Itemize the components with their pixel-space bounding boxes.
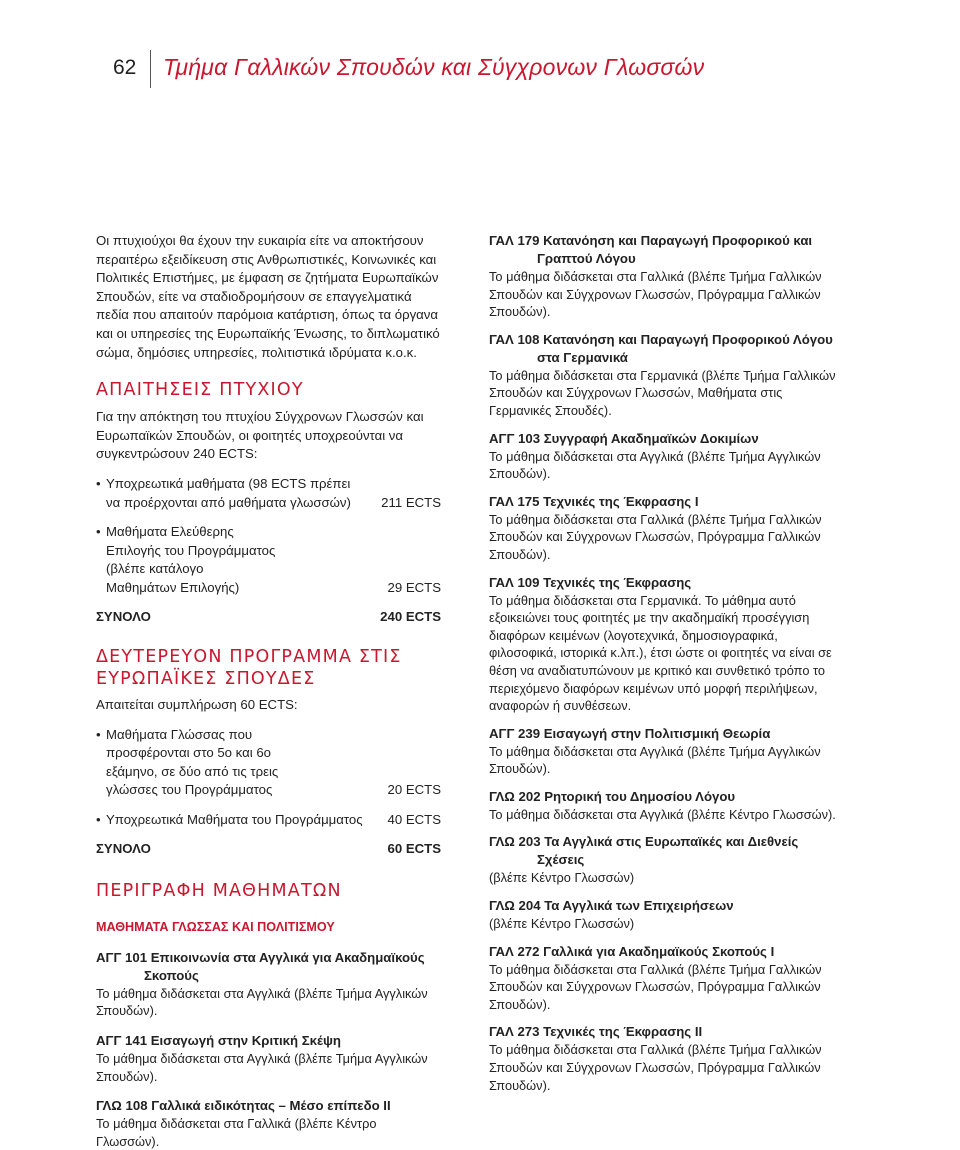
course-title: ΑΓΓ 141 Εισαγωγή στην Κριτική Σκέψη bbox=[96, 1033, 341, 1049]
course-title bbox=[489, 232, 839, 268]
degree-item-value: 29 ECTS bbox=[387, 579, 441, 595]
course-title-line2: Γραπτού Λόγου bbox=[537, 251, 636, 266]
page-title: Τμήμα Γαλλικών Σπουδών και Σύγχρονων Γλωσσών bbox=[163, 54, 705, 80]
course-description: Το μάθημα διδάσκεται στα Αγγλικά (βλέπε Τμήμα Αγγλικών Σπουδών). bbox=[489, 448, 821, 482]
course-entry bbox=[489, 574, 839, 715]
course-entry bbox=[489, 943, 839, 1014]
course-description: Το μάθημα διδάσκεται στα Γαλλικά (βλέπε Τμήμα Γαλλικών Σπουδών και Σύγχρονων Γλωσσών, Πρόγραμμα Γαλλικών Σπουδών). bbox=[489, 1042, 822, 1093]
degree-total bbox=[96, 608, 441, 627]
course-title-line2: στα Γερμανικά bbox=[537, 349, 628, 365]
course-title-line1: ΑΓΓ 101 Επικοινωνία στα Αγγλικά για Ακαδημαϊκούς bbox=[96, 949, 425, 965]
course-entry bbox=[96, 1032, 441, 1085]
course-entry bbox=[489, 493, 839, 564]
degree-requirements-heading: ΑΠΑΙΤΗΣΕΙΣ ΠΤΥΧΙΟΥ bbox=[96, 380, 304, 401]
course-description: Το μάθημα διδάσκεται στα Αγγλικά (βλέπε Τμήμα Αγγλικών Σπουδών). bbox=[96, 1051, 428, 1084]
course-description: (βλέπε Κέντρο Γλωσσών) bbox=[489, 870, 635, 886]
course-description: Το μάθημα διδάσκεται στα Αγγλικά (βλέπε Τμήμα Αγγλικών Σπουδών). bbox=[489, 743, 821, 777]
course-title bbox=[489, 833, 839, 869]
course-title bbox=[96, 949, 441, 985]
minor-item-label: Μαθήματα Γλώσσας που προσφέρονται στο 5ο και 6ο εξάμηνο, σε δύο από τις τρεις γλώσσες του Προγράμματος bbox=[106, 726, 279, 798]
course-description: Το μάθημα διδάσκεται στα Γαλλικά (βλέπε Τμήμα Γαλλικών Σπουδών και Σύγχρονων Γλωσσών, Πρόγραμμα Γαλλικών Σπουδών). bbox=[489, 511, 822, 562]
course-title: ΓΛΩ 202 Ρητορική του Δημοσίου Λόγου bbox=[489, 788, 736, 804]
degree-item: • Μαθήματα Ελεύθερης Επιλογής του Προγράμματος (βλέπε κατάλογο Μαθημάτων Επιλογής) 29 ECTS bbox=[96, 523, 441, 597]
degree-item-label: Υποχρεωτικά μαθήματα (98 ECTS πρέπει να προέρχονται από μαθήματα γλωσσών) bbox=[106, 475, 351, 510]
course-description: Το μάθημα διδάσκεται στα Γαλλικά (βλέπε Τμήμα Γαλλικών Σπουδών και Σύγχρονων Γλωσσών, Πρόγραμμα Γαλλικών Σπουδών). bbox=[489, 269, 822, 320]
minor-heading-line2: ΕΥΡΩΠΑΪΚΕΣ ΣΠΟΥΔΕΣ bbox=[96, 669, 316, 690]
course-title-line1: ΓΑΛ 179 Κατανόηση και Παραγωγή Προφορικού και bbox=[489, 233, 813, 248]
degree-total-value: 240 ECTS bbox=[380, 608, 441, 624]
degree-item-value: 211 ECTS bbox=[381, 494, 441, 510]
course-entry bbox=[489, 897, 839, 933]
page-header bbox=[0, 0, 960, 188]
right-column bbox=[489, 232, 839, 1094]
course-description: Το μάθημα διδάσκεται στα Γαλλικά (βλέπε Κέντρο Γλωσσών). bbox=[96, 1116, 377, 1149]
degree-item-label: Μαθήματα Ελεύθερης Επιλογής του Προγράμματος (βλέπε κατάλογο Μαθημάτων Επιλογής) bbox=[106, 524, 276, 595]
minor-total bbox=[96, 840, 441, 859]
course-description: Το μάθημα διδάσκεται στα Γερμανικά (βλέπε Τμήμα Γαλλικών Σπουδών και Σύγχρονων Γλωσσών, Μαθήματα στις Γερμανικές Σπουδές). bbox=[489, 367, 836, 418]
course-title: ΓΑΛ 109 Τεχνικές της Έκφρασης bbox=[489, 574, 692, 590]
minor-item-value: 20 ECTS bbox=[387, 782, 441, 798]
degree-total-label: ΣΥΝΟΛΟ bbox=[96, 608, 151, 624]
course-entry bbox=[489, 725, 839, 778]
minor-text: Απαιτείται συμπλήρωση 60 ECTS: bbox=[96, 697, 298, 713]
intro-paragraph: Οι πτυχιούχοι θα έχουν την ευκαιρία είτε να αποκτήσουν περαιτέρω εξειδίκευση στις Ανθρωπιστικές, Κοινωνικές και Πολιτικές Επιστήμες, με έμφαση σε ζητήματα Ευρωπαϊκών Σπουδών, είτε να σταδιοδρομήσουν σε επαγγελματικά πεδία που απαιτούν παρόμοια κατάρτιση, όπως τα όργανα και οι υπηρεσίες της Ευρωπαϊκής Ένωσης, το διπλωματικό σώμα, δημόσιες υπηρεσίες, πολιτιστικά ιδρύματα κ.ο.κ. bbox=[96, 233, 440, 360]
degree-item: • Υποχρεωτικά μαθήματα (98 ECTS πρέπει να προέρχονται από μαθήματα γλωσσών) 211 ECTS bbox=[96, 475, 441, 512]
course-entry bbox=[489, 1023, 839, 1094]
minor-total-label: ΣΥΝΟΛΟ bbox=[96, 840, 151, 856]
minor-heading-line1: ΔΕΥΤΕΡΕΥΟΝ ΠΡΟΓΡΑΜΜΑ ΣΤΙΣ bbox=[96, 647, 402, 668]
course-title: ΓΑΛ 272 Γαλλικά για Ακαδημαϊκούς Σκοπούς Ι bbox=[489, 943, 775, 959]
course-title: ΑΓΓ 239 Εισαγωγή στην Πολιτισμική Θεωρία bbox=[489, 725, 771, 741]
course-title-line1: ΓΛΩ 203 Τα Αγγλικά στις Ευρωπαϊκές και Διεθνείς bbox=[489, 834, 799, 850]
page-number: 62 bbox=[113, 56, 137, 79]
minor-total-value: 60 ECTS bbox=[387, 840, 441, 856]
minor-item: • Μαθήματα Γλώσσας που προσφέρονται στο 5ο και 6ο εξάμηνο, σε δύο από τις τρεις γλώσσες του Προγράμματος 20 ECTS bbox=[96, 726, 441, 800]
course-description: (βλέπε Κέντρο Γλωσσών) bbox=[489, 916, 635, 932]
course-entry bbox=[96, 949, 441, 1020]
course-description: Το μάθημα διδάσκεται στα Γερμανικά. Το μάθημα αυτό εξοικειώνει τους φοιτητές με την ακαδημαϊκή προσέγγιση διαφόρων κειμένων (λογοτεχνικά, δημοσιογραφικά, φιλοσοφικά, ιστορικά κ.λπ.), έτσι ώστε οι φοιτητές να είναι σε θέση να αναδιατυπώνουν με κριτικό και συνθετικό τρόπο το περιεχόμενο διαφόρων κειμένων υπό μορφή περιλήψεων, αναφορών ή συνθέσεων. bbox=[489, 592, 832, 714]
course-entry bbox=[96, 1097, 441, 1150]
course-title: ΓΑΛ 175 Τεχνικές της Έκφρασης Ι bbox=[489, 493, 699, 509]
course-title-line2: Σχέσεις bbox=[537, 852, 585, 868]
course-title bbox=[489, 331, 839, 367]
course-descriptions-heading: ΠΕΡΙΓΡΑΦΗ ΜΑΘΗΜΑΤΩΝ bbox=[96, 881, 342, 902]
course-title-line1: ΓΑΛ 108 Κατανόηση και Παραγωγή Προφορικού Λόγου bbox=[489, 331, 833, 347]
minor-item-label: Υποχρεωτικά Μαθήματα του Προγράμματος bbox=[106, 812, 363, 828]
course-description: Το μάθημα διδάσκεται στα Γαλλικά (βλέπε Τμήμα Γαλλικών Σπουδών και Σύγχρονων Γλωσσών, Πρόγραμμα Γαλλικών Σπουδών). bbox=[489, 961, 822, 1012]
language-culture-subheading: ΜΑΘΗΜΑΤΑ ΓΛΩΣΣΑΣ ΚΑΙ ΠΟΛΙΤΙΣΜΟΥ bbox=[96, 920, 335, 935]
course-entry bbox=[489, 833, 839, 887]
course-title: ΓΛΩ 108 Γαλλικά ειδικότητας – Μέσο επίπεδο ΙΙ bbox=[96, 1098, 391, 1114]
course-entry bbox=[489, 331, 839, 420]
course-title: ΓΛΩ 204 Τα Αγγλικά των Επιχειρήσεων bbox=[489, 898, 734, 914]
course-title: ΑΓΓ 103 Συγγραφή Ακαδημαϊκών Δοκιμίων bbox=[489, 430, 759, 446]
course-title-line2: Σκοπούς bbox=[144, 967, 199, 983]
minor-heading bbox=[96, 646, 441, 690]
course-description: Το μάθημα διδάσκεται στα Αγγλικά (βλέπε Τμήμα Αγγλικών Σπουδών). bbox=[96, 985, 428, 1019]
minor-item-value: 40 ECTS bbox=[387, 812, 441, 828]
course-title: ΓΑΛ 273 Τεχνικές της Έκφρασης ΙΙ bbox=[489, 1024, 703, 1040]
degree-requirements-text: Για την απόκτηση του πτυχίου Σύγχρονων Γλωσσών και Ευρωπαϊκών Σπουδών, οι φοιτητές υποχρεούνται να συγκεντρώσουν 240 ECTS: bbox=[96, 409, 424, 462]
minor-item: • Υποχρεωτικά Μαθήματα του Προγράμματος 40 ECTS bbox=[96, 811, 441, 830]
course-entry bbox=[489, 430, 839, 483]
course-entry bbox=[489, 232, 839, 321]
course-description: Το μάθημα διδάσκεται στα Αγγλικά (βλέπε Κέντρο Γλωσσών). bbox=[489, 806, 836, 822]
course-entry bbox=[489, 788, 839, 824]
header-divider bbox=[150, 50, 151, 88]
left-column bbox=[96, 232, 441, 1150]
